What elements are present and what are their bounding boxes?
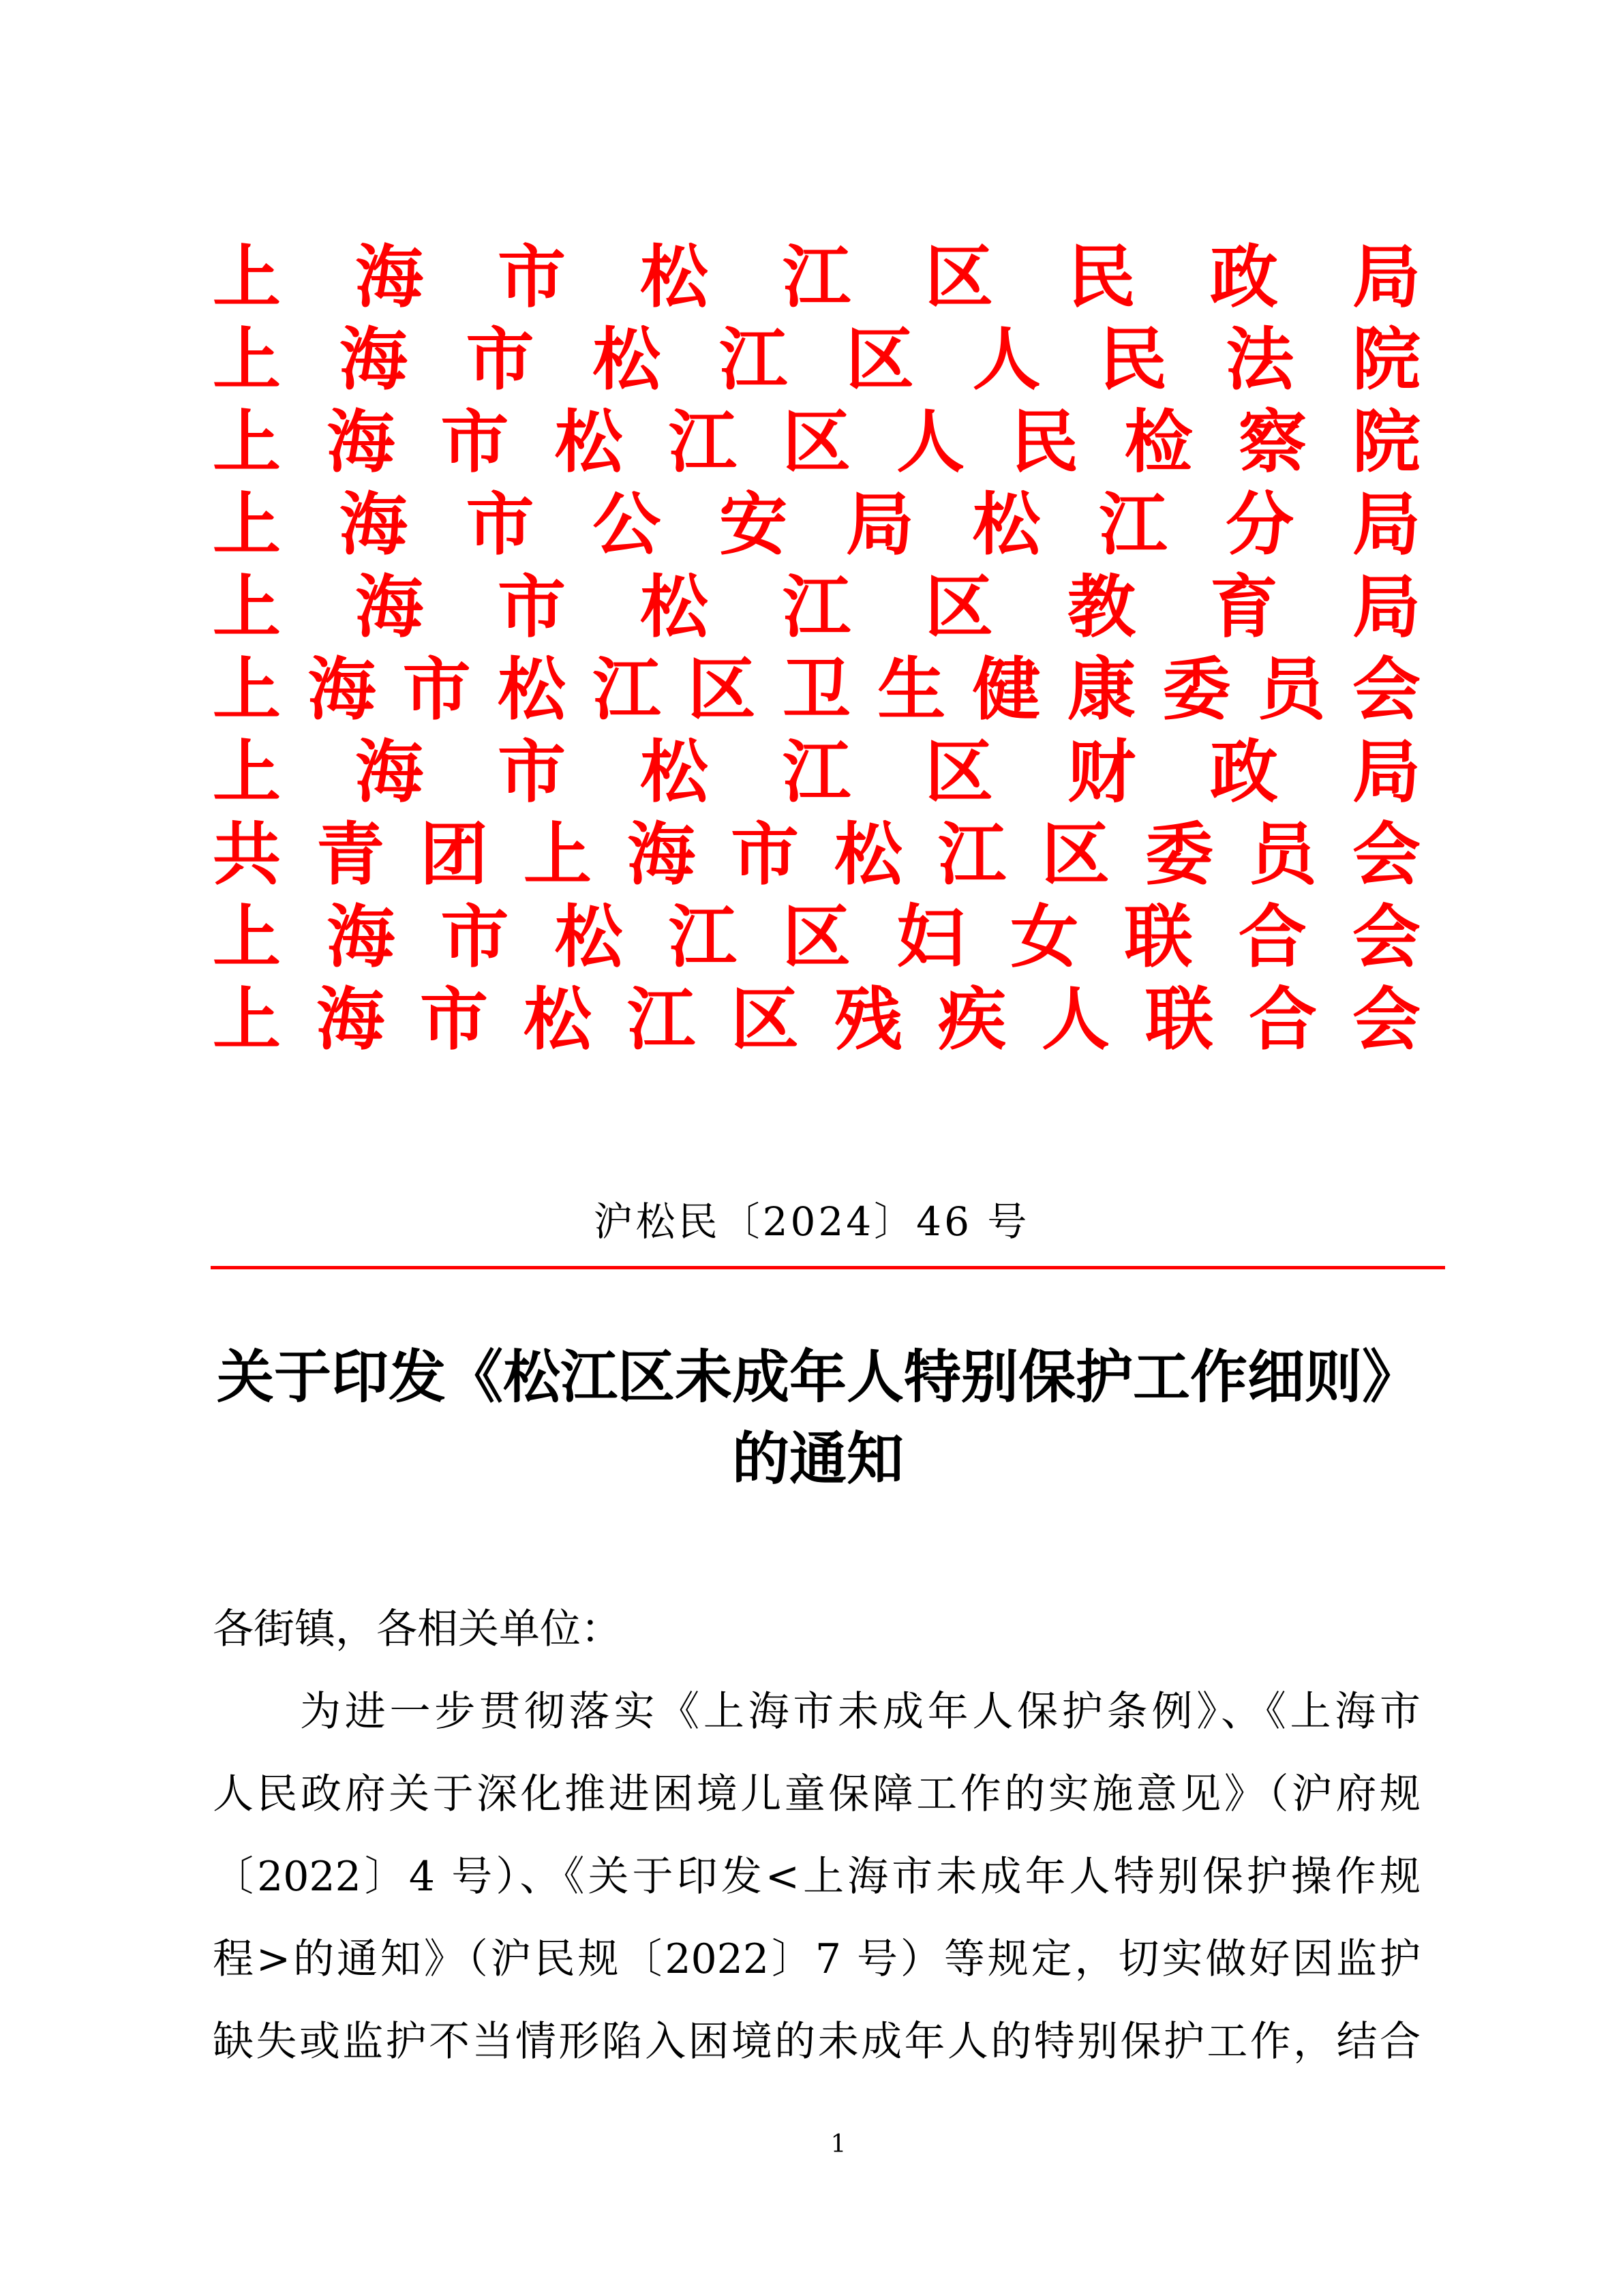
organization-name: 上 海 市 松 江 区 民 政 局 xyxy=(213,236,1421,317)
organization-name: 上 海 市 松 江 区 人 民 法 院 xyxy=(213,318,1421,399)
document-body xyxy=(213,1588,1421,2083)
body-line: 缺失或监护不当情形陷入困境的未成年人的特别保护工作，结合 xyxy=(213,2018,1421,2066)
body-line: 程>的通知》（沪民规〔2022〕7 号）等规定，切实做好因监护 xyxy=(213,1935,1421,1983)
page-number: 1 xyxy=(830,2130,847,2158)
document-title xyxy=(204,1336,1431,1500)
organization-name: 上 海 市 松 江 区 人 民 检 察 院 xyxy=(213,401,1421,482)
title-line-2: 的通知 xyxy=(731,1425,904,1492)
issuing-organizations-header xyxy=(213,235,1421,1060)
organization-name: 共 青 团 上 海 市 松 江 区 委 员 会 xyxy=(213,813,1421,894)
organization-name: 上 海 市 公 安 局 松 江 分 局 xyxy=(213,483,1421,564)
salutation: 各街镇，各相关单位： xyxy=(213,1605,622,1653)
body-line: 为进一步贯彻落实《上海市未成年人保护条例》、《上海市 xyxy=(300,1688,1421,1736)
title-line-1: 关于印发《松江区未成年人特别保护工作细则》 xyxy=(216,1343,1419,1410)
organization-name: 上 海 市 松 江 区 卫 生 健 康 委 员 会 xyxy=(213,648,1421,729)
red-divider-line xyxy=(211,1266,1445,1269)
organization-name: 上 海 市 松 江 区 妇 女 联 合 会 xyxy=(213,896,1421,977)
organization-name: 上 海 市 松 江 区 残 疾 人 联 合 会 xyxy=(213,978,1421,1059)
document-number: 沪松民〔2024〕46 号 xyxy=(593,1198,1030,1245)
organization-name: 上 海 市 松 江 区 财 政 局 xyxy=(213,731,1421,812)
body-line: 〔2022〕4 号）、《关于印发<上海市未成年人特别保护操作规 xyxy=(213,1853,1421,1901)
organization-name: 上 海 市 松 江 区 教 育 局 xyxy=(213,566,1421,647)
body-line: 人民政府关于深化推进困境儿童保障工作的实施意见》（沪府规 xyxy=(213,1770,1421,1818)
